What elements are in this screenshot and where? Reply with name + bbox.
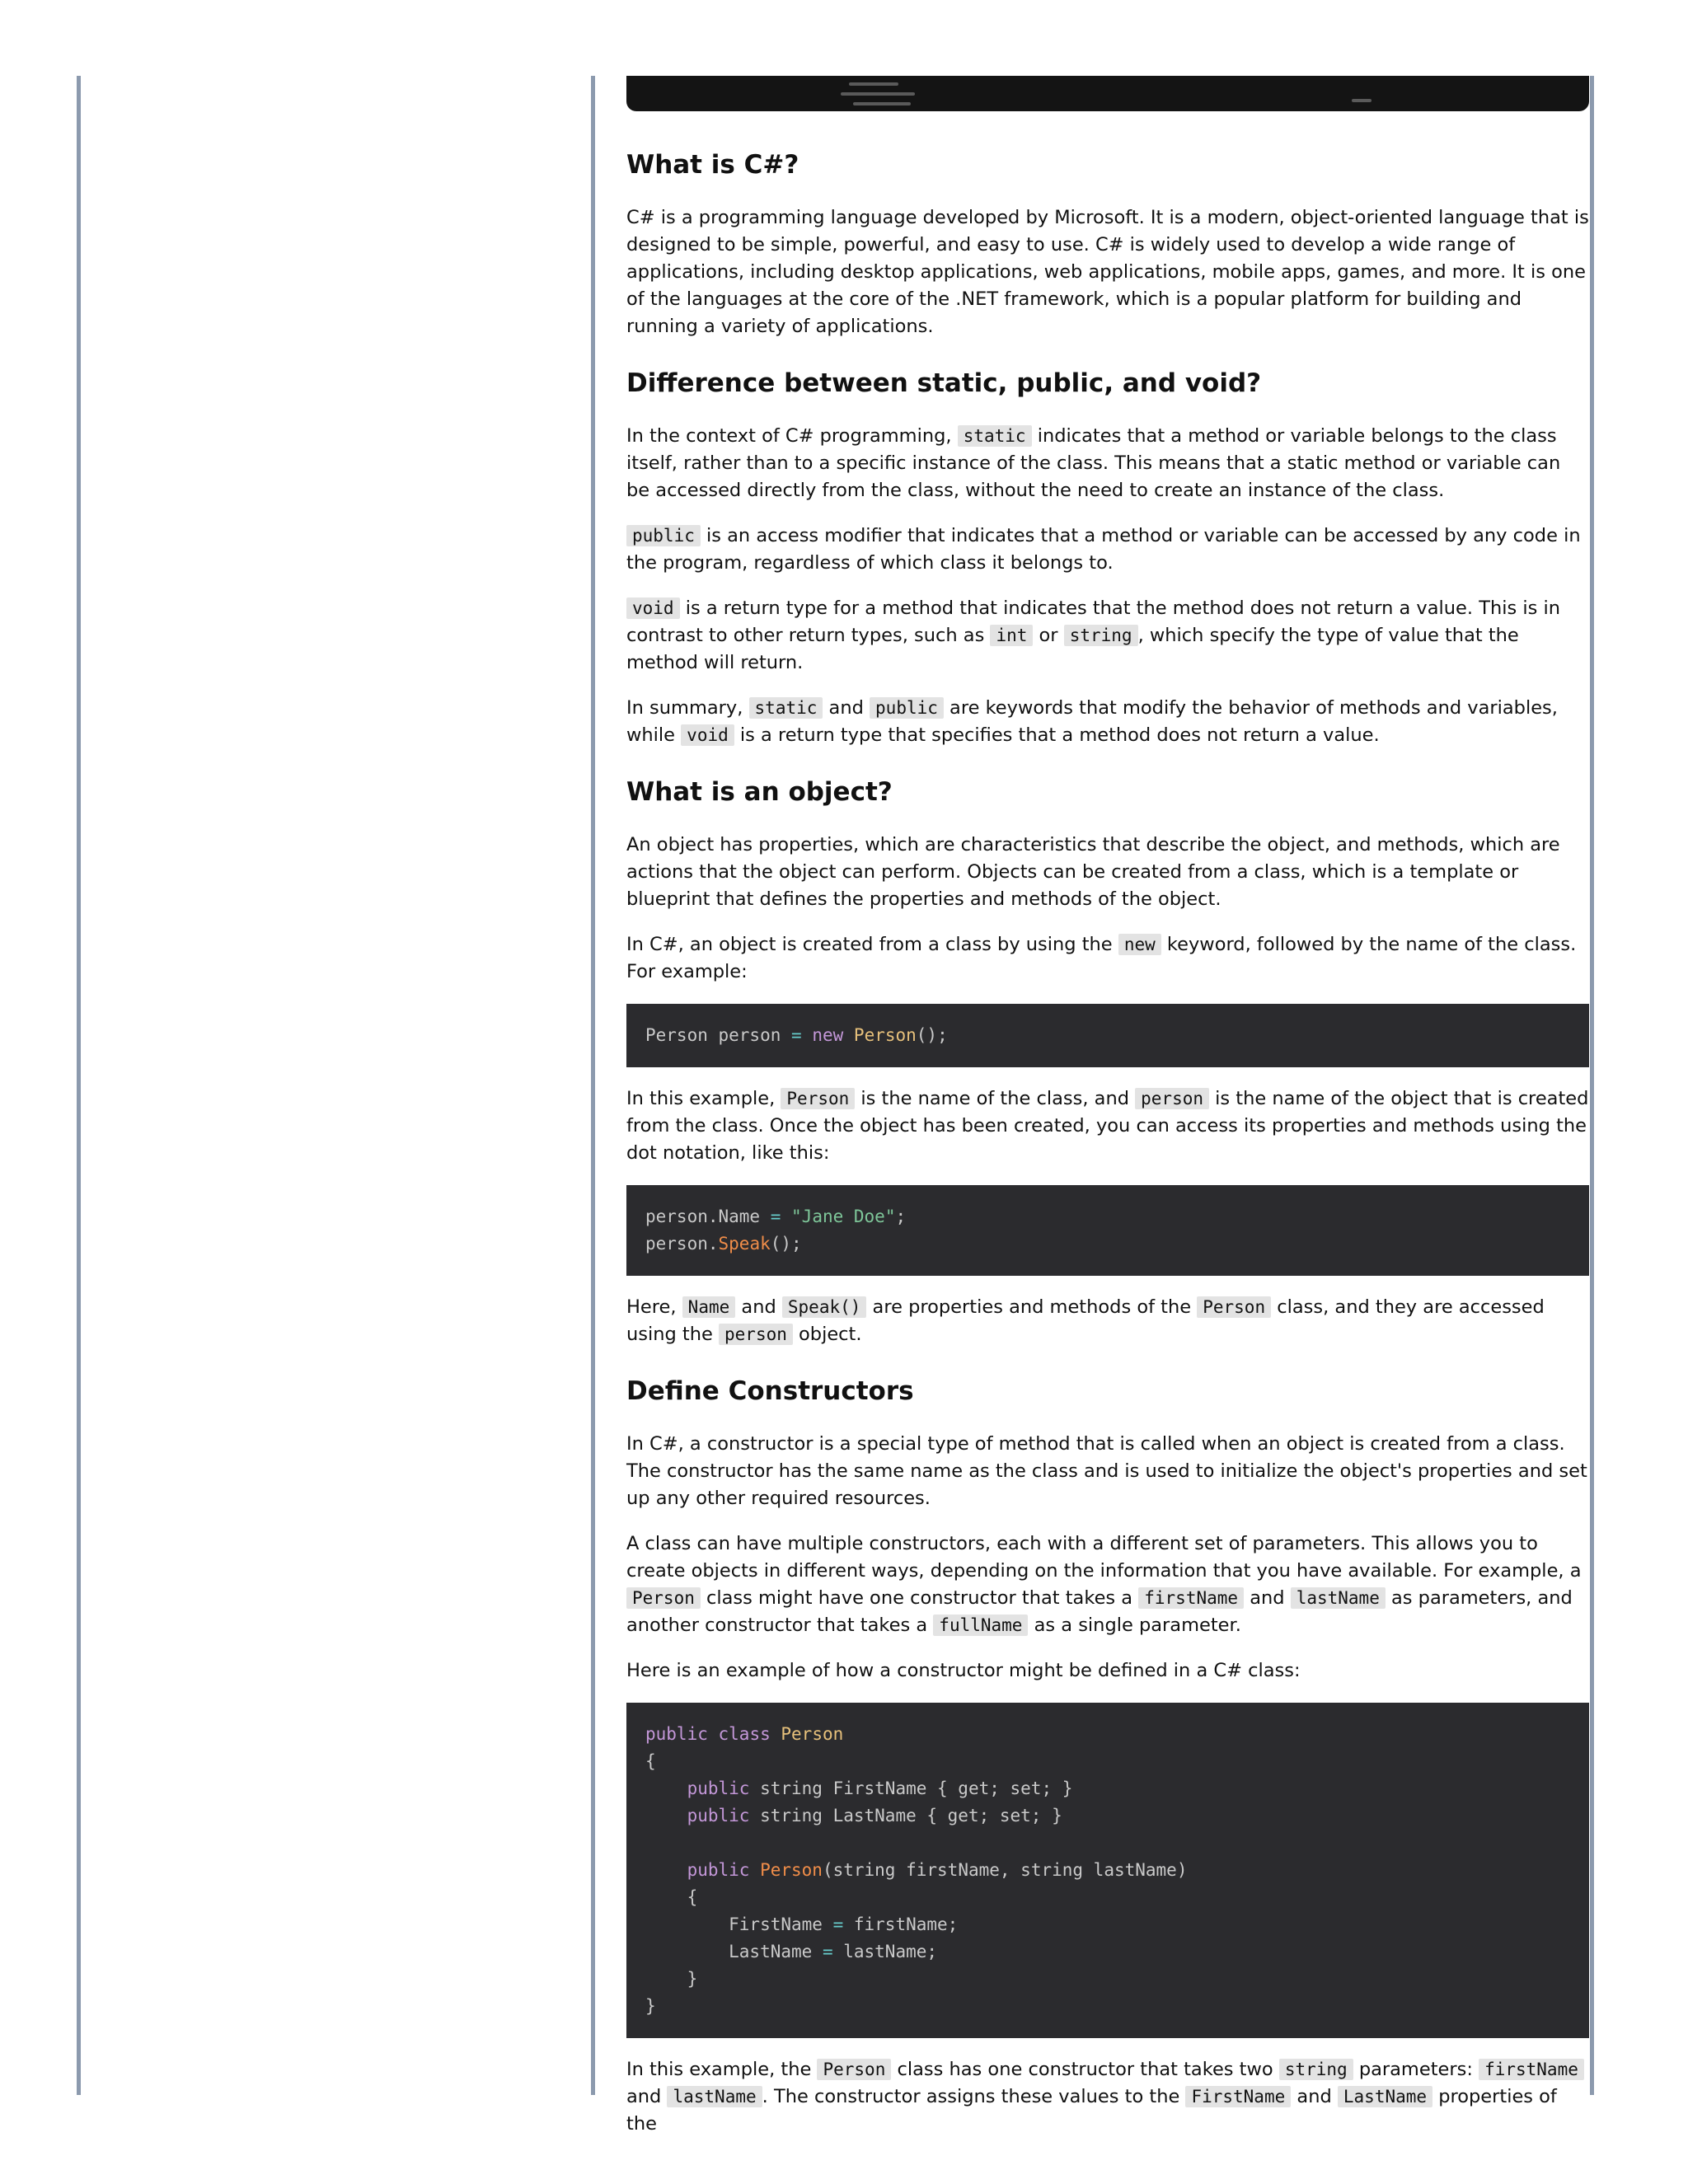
- paragraph: In C#, an object is created from a class by using the new keyword, followed by the name of the class. For example:: [626, 934, 1577, 982]
- code-block: person.Name = "Jane Doe"; person.Speak();: [626, 1185, 1589, 1276]
- paragraph: Here, Name and Speak() are properties and methods of the Person class, and they are accessed using the person object.: [626, 1296, 1545, 1345]
- paragraph: In summary, static and public are keywords that modify the behavior of methods and variables, while void is a return type that specifies that a method does not return a value.: [626, 697, 1558, 746]
- paragraph: A class can have multiple constructors, each with a different set of parameters. This allows you to create objects in different ways, depending on the information that you have available. For example, a Person class might have one constructor that takes a firstName and lastName as parameters, and another constructor that takes a fullName as a single parameter.: [626, 1533, 1582, 1636]
- inline-code: person: [719, 1324, 793, 1345]
- heading-static-public-void: Difference between static, public, and void?: [626, 368, 1262, 398]
- inline-code: Name: [682, 1296, 736, 1318]
- inline-code: firstName: [1479, 2059, 1584, 2080]
- inline-code: Speak(): [782, 1296, 867, 1318]
- inline-code: void: [681, 724, 734, 746]
- inline-code: static: [749, 697, 823, 719]
- inline-code: string: [1279, 2059, 1353, 2080]
- inline-code: Person: [626, 1587, 701, 1609]
- inline-code: lastName: [1291, 1587, 1386, 1609]
- inline-code: person: [1135, 1088, 1209, 1109]
- inline-code: fullName: [933, 1615, 1028, 1636]
- inline-code: Person: [817, 2059, 891, 2080]
- paragraph: In this example, the Person class has one constructor that takes two string parameters: firstName and lastName . The constructor assigns these values to the FirstName and LastName properties of the: [626, 2056, 1589, 2138]
- paragraph: Here is an example of how a constructor might be defined in a C# class:: [626, 1660, 1301, 1681]
- article-body: [626, 148, 1589, 2156]
- paragraph: In C#, a constructor is a special type of method that is called when an object is created from a class. The constructor has the same name as the class and is used to initialize the object's properties and set up any other required resources.: [626, 1433, 1587, 1509]
- paragraph: public is an access modifier that indicates that a method or variable can be accessed by any code in the program, regardless of which class it belongs to.: [626, 525, 1581, 574]
- paragraph: void is a return type for a method that indicates that the method does not return a value. This is in contrast to other return types, such as int or string , which specify the type of value that the method will return.: [626, 598, 1560, 673]
- heading-what-is-object: What is an object?: [626, 777, 893, 807]
- inline-code: int: [990, 625, 1033, 646]
- content-right-border-line: [1590, 76, 1594, 2095]
- heading-what-is-csharp: What is C#?: [626, 150, 799, 180]
- heading-define-constructors: Define Constructors: [626, 1376, 914, 1406]
- left-border-line: [77, 76, 81, 2095]
- code-block: Person person = new Person();: [626, 1004, 1589, 1067]
- inline-code: public: [626, 525, 701, 546]
- inline-code: Person: [1197, 1296, 1271, 1318]
- inline-code: static: [958, 425, 1032, 447]
- inline-code: public: [870, 697, 944, 719]
- inline-code: Person: [781, 1088, 855, 1109]
- paragraph: C# is a programming language developed by Microsoft. It is a modern, object-oriented language that is designed to be simple, powerful, and easy to use. C# is widely used to develop a wide range of applications, including desktop applications, web applications, mobile apps, games, and more. It is one of the languages at the core of the .NET framework, which is a popular platform for building and running a variety of applications.: [626, 207, 1589, 337]
- content-left-border-line: [591, 76, 595, 2095]
- hero-image: [626, 76, 1589, 111]
- paragraph: In the context of C# programming, static indicates that a method or variable belongs to the class itself, rather than to a specific instance of the class. This means that a static method or variable can be accessed directly from the class, without the need to create an instance of the class.: [626, 425, 1561, 501]
- paragraph: An object has properties, which are characteristics that describe the object, and methods, which are actions that the object can perform. Objects can be created from a class, which is a template or blueprint that defines the properties and methods of the object.: [626, 834, 1560, 910]
- inline-code: FirstName: [1185, 2086, 1291, 2107]
- paragraph: In this example, Person is the name of the class, and person is the name of the object that is created from the class. Once the object has been created, you can access its properties and methods using the dot notation, like this:: [626, 1088, 1589, 1164]
- inline-code: void: [626, 598, 680, 619]
- inline-code: string: [1064, 625, 1138, 646]
- code-block: public class Person { public string FirstName { get; set; } public string LastName { get; set; } public Person(string firstName, string lastName) { FirstName = firstName; LastName = lastName; } }: [626, 1703, 1589, 2038]
- inline-code: lastName: [667, 2086, 762, 2107]
- inline-code: firstName: [1138, 1587, 1244, 1609]
- inline-code: LastName: [1338, 2086, 1432, 2107]
- inline-code: new: [1118, 934, 1161, 955]
